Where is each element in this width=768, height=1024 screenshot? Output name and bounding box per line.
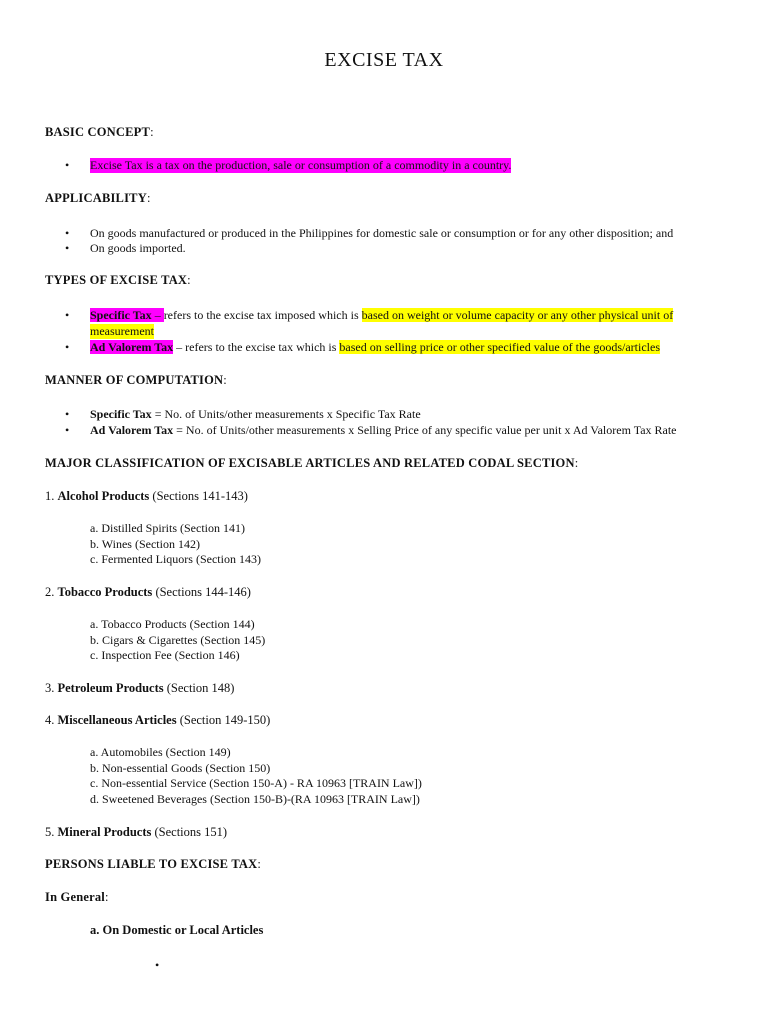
specific-tax-highlight: based on weight or volume capacity or any other physical unit of (361, 308, 674, 322)
class-group-alcohol: 1. Alcohol Products (Sections 141-143) (45, 489, 248, 503)
list-item: c. Non-essential Service (Section 150-A) - RA 10963 [TRAIN Law]) (90, 776, 422, 790)
list-item: c. Inspection Fee (Section 146) (90, 648, 240, 662)
bullet-icon: • (65, 423, 70, 437)
list-item: d. Sweetened Beverages (Section 150-B)-(RA 10963 [TRAIN Law]) (90, 791, 420, 806)
bullet-icon: • (65, 226, 70, 240)
bullet-icon: • (65, 340, 70, 354)
heading-in-general: In General: (45, 890, 109, 904)
heading-persons-liable: PERSONS LIABLE TO EXCISE TAX: (45, 857, 261, 871)
list-item: c. Fermented Liquors (Section 143) (90, 552, 261, 566)
basic-concept-text: Excise Tax is a tax on the production, sale or consumption of a commodity in a country. (90, 158, 512, 172)
bullet-icon: • (65, 407, 70, 421)
bullet-icon: • (65, 308, 70, 322)
heading-computation: MANNER OF COMPUTATION: (45, 373, 227, 387)
heading-domestic-articles: a. On Domestic or Local Articles (90, 923, 264, 937)
ad-valorem-highlight: based on selling price or other specified value of the goods/articles (339, 340, 660, 354)
bullet-icon: • (155, 958, 160, 972)
list-item: b. Wines (Section 142) (90, 536, 200, 551)
class-group-tobacco: 2. Tobacco Products (Sections 144-146) (45, 585, 251, 599)
bullet-icon: • (65, 241, 70, 255)
class-group-alcohol-items (90, 521, 261, 568)
list-item: b. Non-essential Goods (Section 150) (90, 760, 271, 775)
class-group-misc: 4. Miscellaneous Articles (Section 149-150) (45, 713, 271, 727)
specific-tax-term: Specific Tax (90, 308, 152, 322)
list-item: a. Tobacco Products (Section 144) (90, 617, 255, 631)
heading-applicability: APPLICABILITY: (45, 191, 151, 205)
document-title: EXCISE TAX (324, 49, 444, 71)
document-page: EXCISE TAX BASIC CONCEPT: • Excise Tax is a tax on the production, sale or consumption of a commodity in a country. APPLICABILITY: • On goods manufactured or produced in the Philippines for domestic sale or consumption or for any other disposition; and • On goods imported. TYPES OF EXCISE TAX: • Specific Tax – refers to the excise tax imposed which is based on weight or volume capacity or any other physical unit of measurement • Ad Valorem Tax – refers to the excise tax which is based on selling price or other specified value of the goods/articles MANNER OF COMPUTATION: • Specific Tax = No. of Units/other measurements x Specific Tax Rate • Ad Valorem Tax = No. of Units/other measurements x Selling Price of any specific value per unit x Ad Valorem Tax Rate MAJOR CLASSIFICATION OF EXCISABLE ARTICLES AND RELATED CODAL SECTION: 1. Alcohol Products (Sections 141-143) a. Distilled Spirits (Section 141) b. Wines (Section 142) c. Fermented Liquors (Section 143) 2. Tobacco Products (Sections 144-146) a. Tobacco Products (Section 144) b. Cigars & Cigarettes (Section 145) c. Inspection Fee (Section 146) 3. Petroleum Products (Section 148) 4. Miscellaneous Articles (Section 149-150) a. Automobiles (Section 149) b. Non-essential Goods (Section 150) c. Non-essential Service (Section 150-A) - RA 10963 [TRAIN Law]) d. Sweetened Beverages (Section 150-B)-(RA 10963 [TRAIN Law]) 5. Mineral Products (Sections 151) PERSONS LIABLE TO EXCISE TAX: In General: a. On Domestic or Local Articles • (0, 0, 768, 1024)
class-group-petroleum: 3. Petroleum Products (Section 148) (45, 681, 235, 695)
list-item: b. Cigars & Cigarettes (Section 145) (90, 632, 266, 647)
class-group-mineral: 5. Mineral Products (Sections 151) (45, 825, 228, 839)
bullet-icon: • (65, 158, 70, 172)
list-item: a. Distilled Spirits (Section 141) (90, 521, 245, 535)
heading-classification: MAJOR CLASSIFICATION OF EXCISABLE ARTICLES AND RELATED CODAL SECTION: (45, 456, 579, 470)
list-item: a. Automobiles (Section 149) (90, 745, 231, 759)
ad-valorem-term: Ad Valorem Tax (90, 340, 174, 354)
class-group-misc-items (90, 745, 422, 807)
heading-types: TYPES OF EXCISE TAX: (45, 273, 191, 287)
class-group-tobacco-items (90, 617, 265, 664)
heading-basic-concept: BASIC CONCEPT: (45, 125, 154, 139)
